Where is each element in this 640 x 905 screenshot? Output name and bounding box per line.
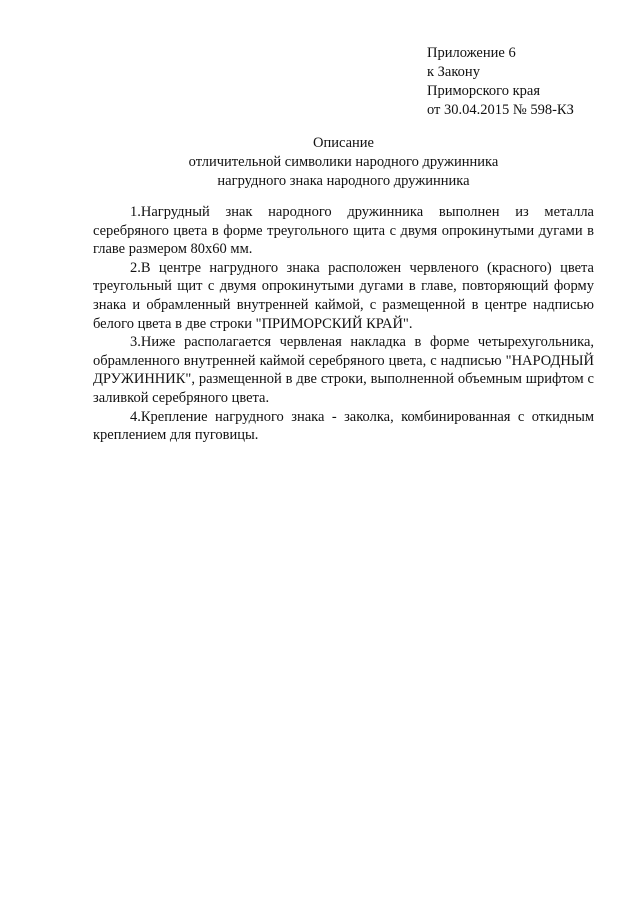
title-line-3: нагрудного знака народного дружинника: [217, 173, 470, 189]
title-line-2: отличительной символики народного дружинника: [188, 154, 499, 170]
document-body: [93, 203, 594, 445]
paragraph-4: 4.Крепление нагрудного знака - заколка, комбинированная с откидным креплением для пуговицы.: [93, 408, 594, 444]
appendix-region: Приморского края: [427, 83, 541, 99]
appendix-law-ref: к Закону: [427, 64, 480, 80]
document-title: [93, 134, 594, 191]
paragraph-2: 2.В центре нагрудного знака расположен червленого (красного) цвета треугольный щит с двумя опрокинутыми дугами в главе, повторяющий форму знака и обрамленный внутренней каймой, с размещенной в центре надписью белого цвета в две строки "ПРИМОРСКИЙ КРАЙ".: [93, 259, 594, 332]
appendix-number: Приложение 6: [427, 45, 516, 61]
appendix-date-number: от 30.04.2015 № 598-КЗ: [427, 102, 574, 118]
paragraph-1: 1.Нагрудный знак народного дружинника выполнен из металла серебряного цвета в форме треугольного щита с двумя опрокинутыми дугами в главе размером 80х60 мм.: [93, 204, 594, 258]
appendix-header: [427, 44, 574, 120]
title-line-1: Описание: [313, 135, 374, 151]
paragraph-3: 3.Ниже располагается червленая накладка в форме четырехугольника, обрамленного внутренней каймой серебряного цвета, с надписью "НАРОДНЫЙ ДРУЖИННИК", размещенной в две строки, выполненной объемным шрифтом с заливкой серебряного цвета.: [93, 334, 594, 406]
